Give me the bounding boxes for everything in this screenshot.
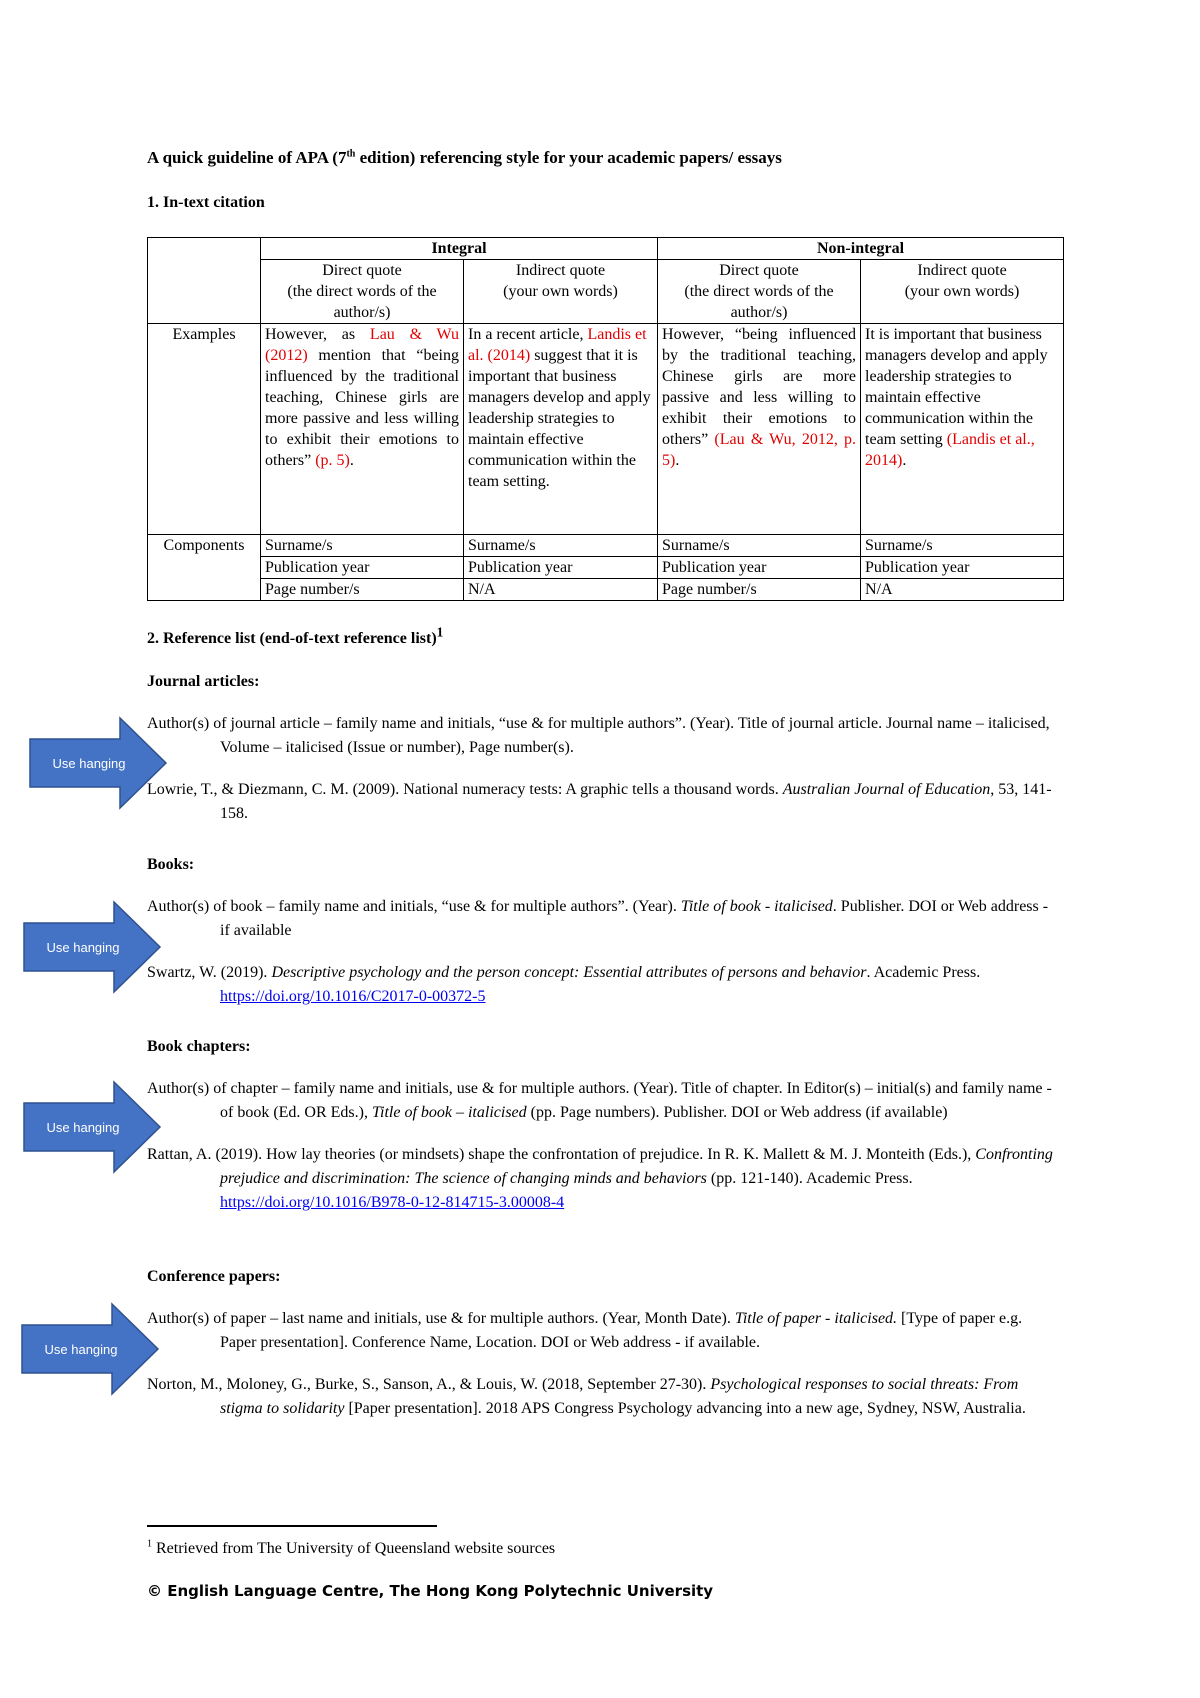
component-cell: Page number/s bbox=[658, 579, 861, 601]
header-integral: Integral bbox=[261, 238, 658, 260]
heading-conference-papers: Conference papers: bbox=[147, 1268, 281, 1285]
header-indirect-quote-non-integral: Indirect quote (your own words) bbox=[861, 260, 1064, 324]
header-direct-quote-integral: Direct quote (the direct words of the author/s) bbox=[261, 260, 464, 324]
component-cell: Surname/s bbox=[464, 535, 658, 557]
use-hanging-label: Use hanging bbox=[46, 1119, 120, 1135]
heading-journal-articles: Journal articles: bbox=[147, 673, 260, 690]
books-reference-block bbox=[147, 895, 1057, 1009]
conference-reference-block bbox=[147, 1307, 1057, 1421]
example-non-integral-indirect: It is important that business managers develop and apply leadership strategies to maintain effective communication within the team setting (Landis et al., 2014). bbox=[861, 324, 1064, 535]
use-hanging-arrow-chapters bbox=[22, 1080, 162, 1174]
journal-format: Author(s) of journal article – family name and initials, “use & for multiple authors”. (Year). Title of journal article. Journal name – italicised, Volume – italicised (Issue or number), Page number(s). bbox=[147, 715, 1050, 756]
use-hanging-label: Use hanging bbox=[44, 1341, 118, 1357]
chapters-doi-link[interactable]: https://doi.org/10.1016/B978-0-12-814715-3.00008-4 bbox=[220, 1194, 565, 1211]
use-hanging-arrow-conference bbox=[20, 1302, 160, 1396]
component-cell: Surname/s bbox=[658, 535, 861, 557]
footnote: $^1$ Retrieved from The University of Queensland website sources bbox=[147, 1538, 556, 1557]
header-non-integral: Non-integral bbox=[658, 238, 1064, 260]
heading-book-chapters: Book chapters: bbox=[147, 1038, 251, 1055]
example-integral-direct: However, as Lau & Wu (2012) mention that “being influenced by the traditional teaching, Chinese girls are more passive and less willing to exhibit their emotions to others” (p. 5). bbox=[261, 324, 464, 535]
page-title: A quick guideline of APA (7th edition) referencing style for your academic papers/ essays bbox=[147, 148, 782, 167]
conference-format: Author(s) of paper – last name and initials, use & for multiple authors. (Year, Month Date). Title of paper - italicised. [Type of paper e.g. Paper presentation]. Conference Name, Location. DOI or Web address - if available. bbox=[147, 1310, 1023, 1351]
component-cell: Surname/s bbox=[261, 535, 464, 557]
use-hanging-arrow-books bbox=[22, 900, 162, 994]
chapters-reference-block bbox=[147, 1077, 1057, 1215]
component-cell: N/A bbox=[464, 579, 658, 601]
books-format: Author(s) of book – family name and initials, “use & for multiple authors”. (Year). Title of book - italicised. Publisher. DOI or Web address - if available bbox=[147, 898, 1049, 939]
section-heading-reference-list: 2. Reference list (end-of-text reference list)$^1$ bbox=[147, 624, 444, 647]
use-hanging-label: Use hanging bbox=[52, 755, 126, 771]
table-corner-cell bbox=[148, 238, 261, 324]
books-example: Swartz, W. (2019). Descriptive psychology and the person concept: Essential attributes of persons and behavior. Academic Press. https://doi.org/10.1016/C2017-0-00372-5 bbox=[147, 964, 981, 1005]
use-hanging-arrow-journal bbox=[28, 716, 168, 810]
component-cell: Surname/s bbox=[861, 535, 1064, 557]
component-cell: Publication year bbox=[861, 557, 1064, 579]
component-cell: Publication year bbox=[261, 557, 464, 579]
conference-example: Norton, M., Moloney, G., Burke, S., Sanson, A., & Louis, W. (2018, September 27-30). Psychological responses to social threats: From stigma to solidarity [Paper presentation]. 2018 APS Congress Psychology advancing into a new age, Sydney, NSW, Australia. bbox=[147, 1376, 1026, 1417]
example-integral-indirect: In a recent article, Landis et al. (2014) suggest that it is important that business managers develop and apply leadership strategies to maintain effective communication within the team setting. bbox=[464, 324, 658, 535]
in-text-citation-table bbox=[147, 237, 1064, 601]
chapters-format: Author(s) of chapter – family name and initials, use & for multiple authors. (Year). Title of chapter. In Editor(s) – initial(s) and family name - of book (Ed. OR Eds.), Title of book – italicised (pp. Page numbers). Publisher. DOI or Web address (if available) bbox=[147, 1080, 1052, 1121]
header-indirect-quote-integral: Indirect quote (your own words) bbox=[464, 260, 658, 324]
use-hanging-label: Use hanging bbox=[46, 939, 120, 955]
books-doi-link[interactable]: https://doi.org/10.1016/C2017-0-00372-5 bbox=[220, 988, 486, 1005]
header-direct-quote-non-integral: Direct quote (the direct words of the author/s) bbox=[658, 260, 861, 324]
example-non-integral-direct: However, “being influenced by the traditional teaching, Chinese girls are more passive and less willing to exhibit their emotions to others” (Lau & Wu, 2012, p. 5). bbox=[658, 324, 861, 535]
copyright-notice: © English Language Centre, The Hong Kong Polytechnic University bbox=[147, 1582, 714, 1600]
row-label-examples: Examples bbox=[148, 324, 261, 535]
heading-books: Books: bbox=[147, 856, 195, 873]
section-heading-in-text-citation: 1. In-text citation bbox=[147, 194, 265, 211]
component-cell: Page number/s bbox=[261, 579, 464, 601]
journal-example: Lowrie, T., & Diezmann, C. M. (2009). National numeracy tests: A graphic tells a thousand words. Australian Journal of Education, 53, 141-158. bbox=[147, 781, 1052, 822]
chapters-example: Rattan, A. (2019). How lay theories (or mindsets) shape the confrontation of prejudice. In R. K. Mallett & M. J. Monteith (Eds.), Confronting prejudice and discrimination: The science of changing minds and behaviors (pp. 121-140). Academic Press. https://doi.org/10.1016/B978-0-12-814715-3.00008-4 bbox=[147, 1146, 1053, 1211]
journal-reference-block bbox=[147, 712, 1057, 826]
footnote-divider bbox=[147, 1525, 437, 1527]
component-cell: N/A bbox=[861, 579, 1064, 601]
component-cell: Publication year bbox=[464, 557, 658, 579]
component-cell: Publication year bbox=[658, 557, 861, 579]
row-label-components: Components bbox=[148, 535, 261, 601]
